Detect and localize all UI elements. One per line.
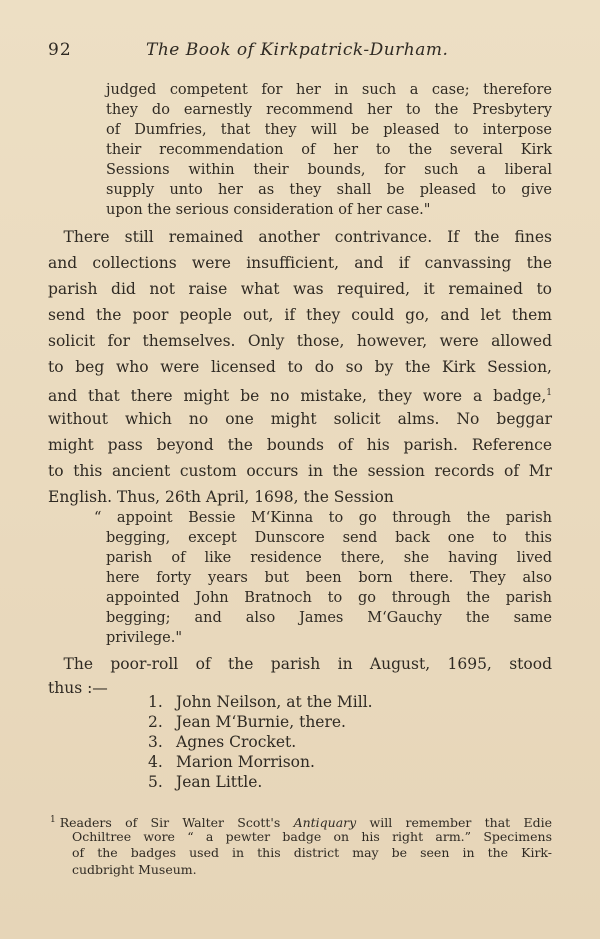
list-name: Agnes Crocket. xyxy=(176,733,297,751)
list-item xyxy=(148,692,373,712)
text-line: without which no one might solicit alms. No beggar xyxy=(48,410,552,428)
running-title: The Book of Kirkpatrick-Durham. xyxy=(146,40,449,60)
quote-line: begging; and also James M‘Gauchy the same xyxy=(106,610,552,626)
text-line: and that there might be no mistake, they wore a badge, xyxy=(48,387,547,405)
list-item xyxy=(148,772,373,792)
quote-line: parish of like residence there, she having lived xyxy=(106,550,552,566)
text-line: English. Thus, 26th April, 1698, the Session xyxy=(48,488,394,506)
text-line: thus :— xyxy=(48,679,108,697)
quotation-session-record xyxy=(94,508,552,648)
text-line: There still remained another contrivance. If the fines xyxy=(48,228,552,246)
quote-line: privilege." xyxy=(106,630,183,646)
poor-roll-list xyxy=(148,692,373,792)
text-line-with-footnote xyxy=(48,380,552,406)
list-item xyxy=(148,752,373,772)
list-number: 3. xyxy=(148,733,163,751)
text-line: and collections were insufficient, and if canvassing the xyxy=(48,254,552,272)
quote-line: supply unto her as they shall be pleased to give xyxy=(106,182,552,198)
list-name: Jean M‘Burnie, there. xyxy=(176,713,346,731)
footnote-mark: 1 xyxy=(50,815,56,825)
text-line: solicit for themselves. Only those, however, were allowed xyxy=(48,332,552,350)
footnote-text: will remember that Edie xyxy=(356,815,553,830)
quote-line: of Dumfries, that they will be pleased to interpose xyxy=(106,122,552,138)
book-title: Antiquary xyxy=(293,815,357,830)
list-item xyxy=(148,712,373,732)
list-name: John Neilson, at the Mill. xyxy=(176,693,373,711)
paragraph-contrivance xyxy=(48,224,552,510)
footnote xyxy=(50,812,552,878)
quote-line: they do earnestly recommend her to the Presbytery xyxy=(106,102,552,118)
text-line: The poor-roll of the parish in August, 1695, stood xyxy=(48,655,552,673)
text-line: parish did not raise what was required, it remained to xyxy=(48,280,552,298)
page-number: 92 xyxy=(48,40,72,60)
quote-line: upon the serious consideration of her case." xyxy=(106,202,431,218)
quote-line: judged competent for her in such a case; therefore xyxy=(106,82,552,98)
text-line: to this ancient custom occurs in the session records of Mr xyxy=(48,462,552,480)
list-name: Jean Little. xyxy=(176,773,263,791)
quote-line: their recommendation of her to the several Kirk xyxy=(106,142,552,158)
list-number: 4. xyxy=(148,753,163,771)
footnote-line: cudbright Museum. xyxy=(72,861,197,877)
quote-line: appointed John Bratnoch to go through the parish xyxy=(106,590,552,606)
quote-line: begging, except Dunscore send back one to this xyxy=(106,530,552,546)
footnote-line: Ochiltree wore “ a pewter badge on his right arm.” Specimens xyxy=(72,828,552,844)
footnote-line xyxy=(50,812,552,829)
text-line: might pass beyond the bounds of his parish. Reference xyxy=(48,436,552,454)
footnote-line: of the badges used in this district may be seen in the Kirk- xyxy=(72,845,552,860)
list-name: Marion Morrison. xyxy=(176,753,315,771)
list-item xyxy=(148,732,373,752)
quote-line: “ appoint Bessie M‘Kinna to go through the parish xyxy=(94,510,552,526)
text-line: to beg who were licensed to do so by the Kirk Session, xyxy=(48,358,552,376)
quotation-presbytery xyxy=(106,80,552,220)
quote-line: here forty years but been born there. They also xyxy=(106,570,552,586)
footnote-text: Readers of Sir Walter Scott's xyxy=(59,815,294,830)
page-header xyxy=(48,40,552,68)
list-number: 5. xyxy=(148,773,163,791)
text-line: send the poor people out, if they could go, and let them xyxy=(48,306,552,324)
quote-line: Sessions within their bounds, for such a liberal xyxy=(106,162,552,178)
list-number: 1. xyxy=(148,693,163,711)
list-number: 2. xyxy=(148,713,163,731)
footnote-reference: 1 xyxy=(546,388,552,398)
